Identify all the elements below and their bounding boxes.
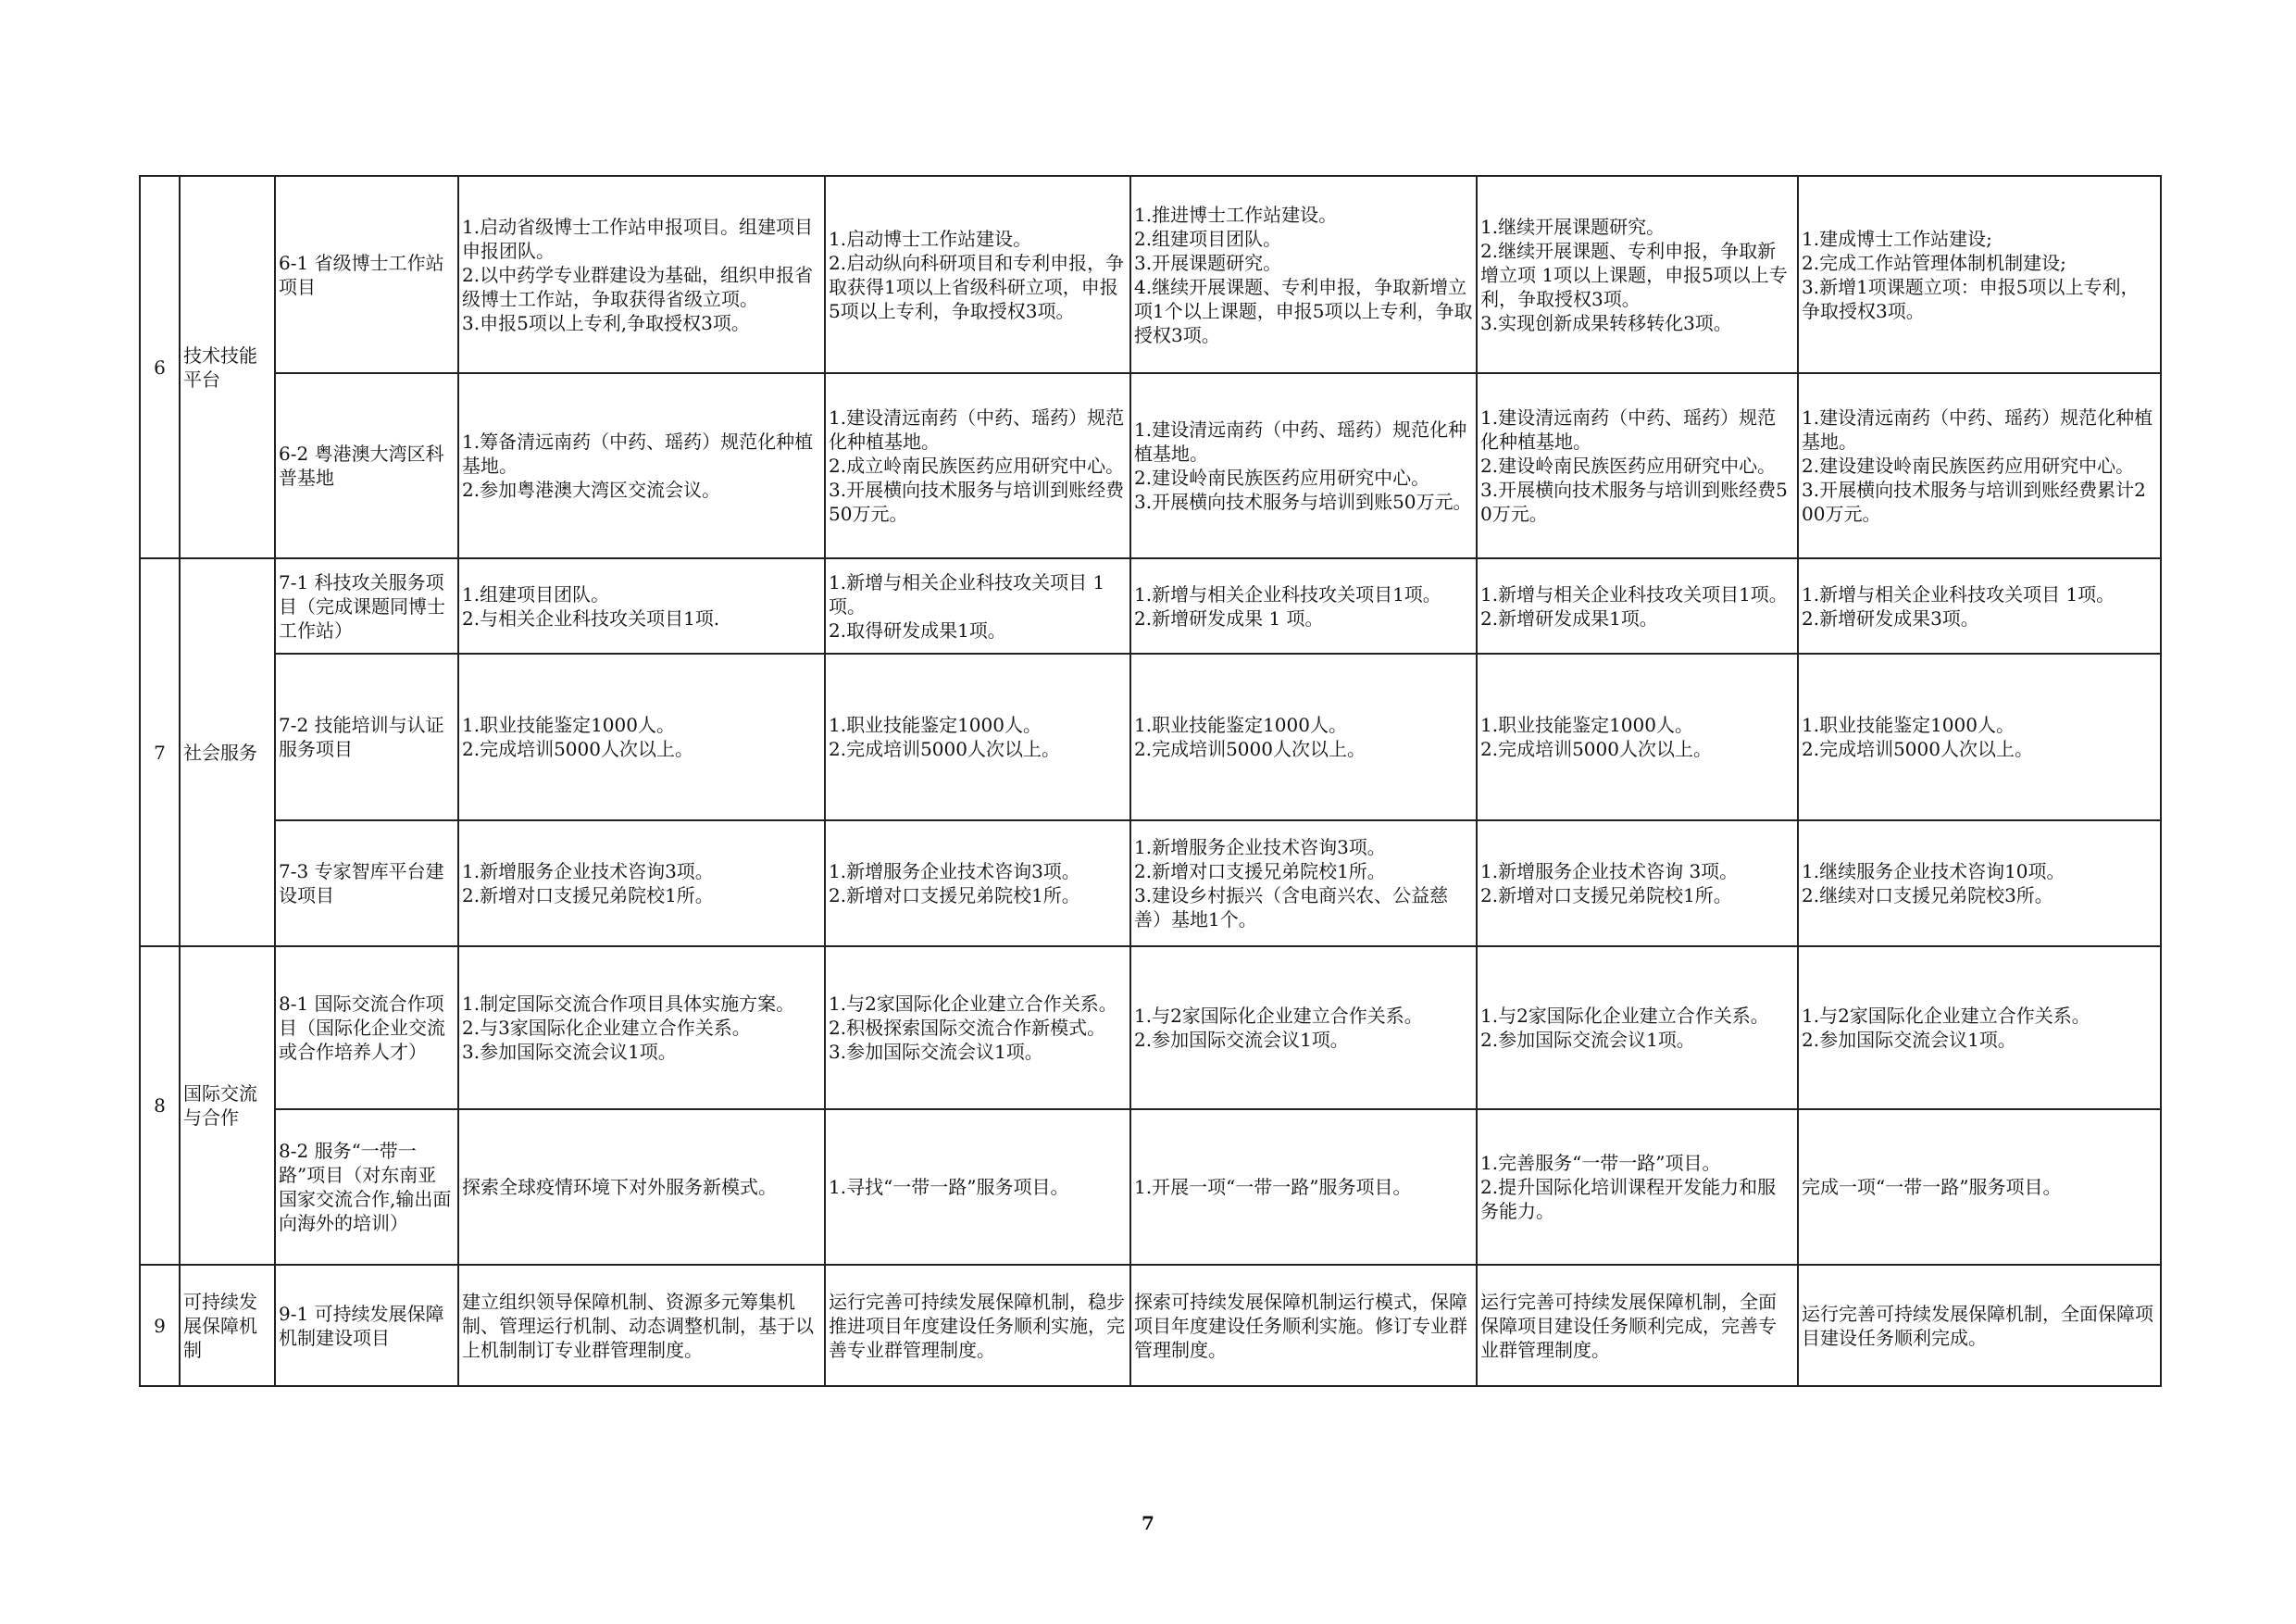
table-row	[140, 946, 2161, 1109]
table-row	[140, 1265, 2161, 1386]
plan-cell: 1.推进博士工作站建设。 2.组建项目团队。 3.开展课题研究。 4.继续开展课题、专利申报，争取新增立项1个以上课题，申报5项以上专利，争取授权3项。	[1130, 176, 1477, 373]
plan-cell: 1.职业技能鉴定1000人。 2.完成培训5000人次以上。	[1130, 654, 1477, 820]
plan-cell: 1.与2家国际化企业建立合作关系。 2.积极探索国际交流合作新模式。 3.参加国际交流会议1项。	[825, 946, 1130, 1109]
section-number: 9	[140, 1265, 180, 1386]
subproject-name: 8-2 服务“一带一路”项目（对东南亚国家交流合作,输出面向海外的培训）	[275, 1109, 458, 1265]
plan-cell: 1.新增与相关企业科技攻关项目1项。 2.新增研发成果 1 项。	[1130, 558, 1477, 654]
plan-cell: 1.与2家国际化企业建立合作关系。 2.参加国际交流会议1项。	[1477, 946, 1798, 1109]
plan-cell: 1.与2家国际化企业建立合作关系。 2.参加国际交流会议1项。	[1798, 946, 2161, 1109]
plan-cell: 1.组建项目团队。 2.与相关企业科技攻关项目1项.	[458, 558, 825, 654]
plan-cell: 运行完善可持续发展保障机制，全面保障项目建设任务顺利完成。	[1798, 1265, 2161, 1386]
plan-cell: 1.新增与相关企业科技攻关项目 1项。 2.取得研发成果1项。	[825, 558, 1130, 654]
plan-cell: 建立组织领导保障机制、资源多元筹集机制、管理运行机制、动态调整机制，基于以上机制制订专业群管理制度。	[458, 1265, 825, 1386]
table-row	[140, 820, 2161, 946]
subproject-name: 8-1 国际交流合作项目（国际化企业交流或合作培养人才）	[275, 946, 458, 1109]
subproject-name: 6-2 粤港澳大湾区科普基地	[275, 373, 458, 558]
plan-cell: 1.职业技能鉴定1000人。 2.完成培训5000人次以上。	[825, 654, 1130, 820]
subproject-name: 7-3 专家智库平台建设项目	[275, 820, 458, 946]
plan-cell: 探索可持续发展保障机制运行模式，保障项目年度建设任务顺利实施。修订专业群管理制度。	[1130, 1265, 1477, 1386]
section-category: 技术技能平台	[180, 176, 275, 558]
plan-cell: 1.新增与相关企业科技攻关项目1项。 2.新增研发成果1项。	[1477, 558, 1798, 654]
section-category: 社会服务	[180, 558, 275, 946]
section-number: 7	[140, 558, 180, 946]
plan-table	[139, 175, 2162, 1387]
page-number: 7	[1142, 1512, 1154, 1534]
plan-cell: 1.制定国际交流合作项目具体实施方案。 2.与3家国际化企业建立合作关系。 3.参加国际交流会议1项。	[458, 946, 825, 1109]
plan-cell: 探索全球疫情环境下对外服务新模式。	[458, 1109, 825, 1265]
subproject-name: 7-2 技能培训与认证服务项目	[275, 654, 458, 820]
section-category: 可持续发展保障机制	[180, 1265, 275, 1386]
plan-cell: 1.启动博士工作站建设。 2.启动纵向科研项目和专利申报，争取获得1项以上省级科研立项，申报5项以上专利，争取授权3项。	[825, 176, 1130, 373]
table-row	[140, 654, 2161, 820]
plan-cell: 1.职业技能鉴定1000人。 2.完成培训5000人次以上。	[1477, 654, 1798, 820]
plan-cell: 1.筹备清远南药（中药、瑶药）规范化种植基地。 2.参加粤港澳大湾区交流会议。	[458, 373, 825, 558]
plan-cell: 1.继续服务企业技术咨询10项。 2.继续对口支援兄弟院校3所。	[1798, 820, 2161, 946]
plan-cell: 1.新增与相关企业科技攻关项目 1项。 2.新增研发成果3项。	[1798, 558, 2161, 654]
plan-cell: 1.新增服务企业技术咨询 3项。 2.新增对口支援兄弟院校1所。	[1477, 820, 1798, 946]
plan-cell: 1.建设清远南药（中药、瑶药）规范化种植基地。 2.建设岭南民族医药应用研究中心。 3.开展横向技术服务与培训到账经费50万元。	[1477, 373, 1798, 558]
plan-cell: 1.继续开展课题研究。 2.继续开展课题、专利申报，争取新增立项 1项以上课题，申报5项以上专利，争取授权3项。 3.实现创新成果转移转化3项。	[1477, 176, 1798, 373]
subproject-name: 7-1 科技攻关服务项目（完成课题同博士工作站）	[275, 558, 458, 654]
section-number: 8	[140, 946, 180, 1265]
plan-cell: 运行完善可持续发展保障机制，稳步推进项目年度建设任务顺利实施，完善专业群管理制度。	[825, 1265, 1130, 1386]
plan-cell: 1.新增服务企业技术咨询3项。 2.新增对口支援兄弟院校1所。	[458, 820, 825, 946]
plan-cell: 1.开展一项“一带一路”服务项目。	[1130, 1109, 1477, 1265]
subproject-name: 6-1 省级博士工作站项目	[275, 176, 458, 373]
plan-cell: 1.职业技能鉴定1000人。 2.完成培训5000人次以上。	[1798, 654, 2161, 820]
plan-cell: 1.建成博士工作站建设; 2.完成工作站管理体制机制建设; 3.新增1项课题立项：申报5项以上专利，争取授权3项。	[1798, 176, 2161, 373]
section-number: 6	[140, 176, 180, 558]
plan-cell: 1.新增服务企业技术咨询3项。 2.新增对口支援兄弟院校1所。	[825, 820, 1130, 946]
table-row	[140, 558, 2161, 654]
plan-cell: 1.建设清远南药（中药、瑶药）规范化种植基地。 2.成立岭南民族医药应用研究中心。 3.开展横向技术服务与培训到账经费50万元。	[825, 373, 1130, 558]
plan-cell: 完成一项“一带一路”服务项目。	[1798, 1109, 2161, 1265]
table-row	[140, 373, 2161, 558]
subproject-name: 9-1 可持续发展保障机制建设项目	[275, 1265, 458, 1386]
table-row	[140, 1109, 2161, 1265]
plan-cell: 1.寻找“一带一路”服务项目。	[825, 1109, 1130, 1265]
table-row	[140, 176, 2161, 373]
plan-cell: 运行完善可持续发展保障机制，全面保障项目建设任务顺利完成，完善专业群管理制度。	[1477, 1265, 1798, 1386]
plan-cell: 1.职业技能鉴定1000人。 2.完成培训5000人次以上。	[458, 654, 825, 820]
plan-cell: 1.建设清远南药（中药、瑶药）规范化种植基地。 2.建设岭南民族医药应用研究中心。 3.开展横向技术服务与培训到账50万元。	[1130, 373, 1477, 558]
plan-cell: 1.建设清远南药（中药、瑶药）规范化种植基地。 2.建设建设岭南民族医药应用研究中心。 3.开展横向技术服务与培训到账经费累计200万元。	[1798, 373, 2161, 558]
plan-cell: 1.启动省级博士工作站申报项目。组建项目申报团队。 2.以中药学专业群建设为基础，组织申报省级博士工作站，争取获得省级立项。 3.申报5项以上专利,争取授权3项。	[458, 176, 825, 373]
plan-cell: 1.与2家国际化企业建立合作关系。 2.参加国际交流会议1项。	[1130, 946, 1477, 1109]
section-category: 国际交流与合作	[180, 946, 275, 1265]
plan-cell: 1.完善服务“一带一路”项目。 2.提升国际化培训课程开发能力和服务能力。	[1477, 1109, 1798, 1265]
plan-cell: 1.新增服务企业技术咨询3项。 2.新增对口支援兄弟院校1所。 3.建设乡村振兴（含电商兴农、公益慈善）基地1个。	[1130, 820, 1477, 946]
